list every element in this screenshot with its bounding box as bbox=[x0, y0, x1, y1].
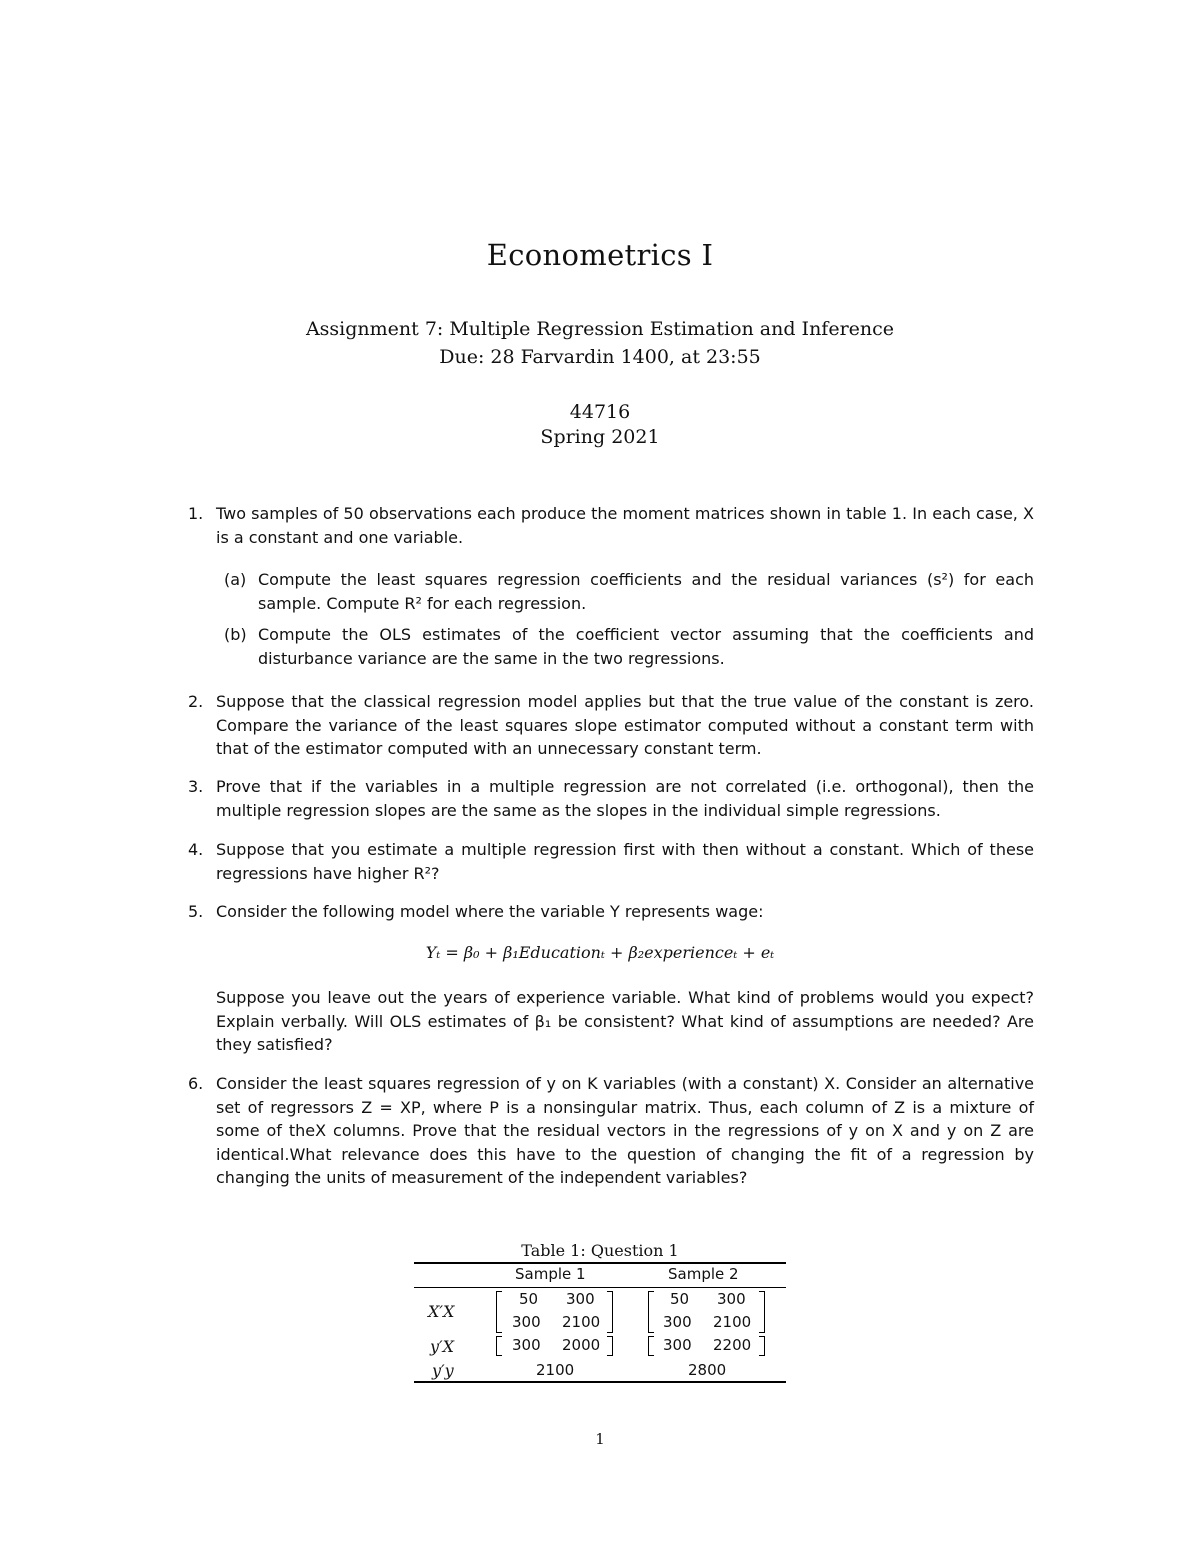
col-header-sample-1: Sample 1 bbox=[515, 1265, 586, 1283]
question-number: 6. bbox=[188, 1074, 204, 1093]
subquestion-b bbox=[216, 623, 1034, 670]
subquestion-label: (a) bbox=[224, 570, 247, 589]
s1-xx-12: 300 bbox=[566, 1290, 595, 1308]
subquestion-text: Compute the least squares regression coefficients and the residual variances (s²) for each sample. Compute R² for each regression. bbox=[258, 570, 1034, 613]
question-text: Two samples of 50 observations each produce the moment matrices shown in table 1. In each case, X is a constant and one variable. bbox=[216, 504, 1034, 547]
s1-yy: 2100 bbox=[536, 1361, 575, 1379]
question-number: 5. bbox=[188, 902, 204, 921]
row-label-xx: X′X bbox=[428, 1302, 455, 1321]
matrix-bracket-left bbox=[648, 1291, 654, 1333]
question-number: 1. bbox=[188, 504, 204, 523]
vector-bracket-left bbox=[496, 1336, 502, 1356]
s1-yx-2: 2000 bbox=[562, 1336, 601, 1354]
table-bottom-rule bbox=[414, 1381, 786, 1383]
question-2 bbox=[188, 690, 1034, 761]
col-header-sample-2: Sample 2 bbox=[668, 1265, 739, 1283]
course-code: 44716 bbox=[569, 401, 631, 423]
vector-bracket-right bbox=[759, 1336, 765, 1356]
due-date: Due: 28 Farvardin 1400, at 23:55 bbox=[439, 346, 761, 368]
table-caption: Table 1: Question 1 bbox=[521, 1241, 679, 1260]
question-5 bbox=[188, 900, 1034, 924]
table-header-rule bbox=[414, 1287, 786, 1288]
regression-equation: Yₜ = β₀ + β₁Educationₜ + β₂experienceₜ + eₜ bbox=[425, 943, 775, 962]
s2-xx-11: 50 bbox=[670, 1290, 690, 1308]
question-6 bbox=[188, 1072, 1034, 1190]
s2-yy: 2800 bbox=[688, 1361, 727, 1379]
question-4 bbox=[188, 838, 1034, 885]
assignment-title: Assignment 7: Multiple Regression Estimation and Inference bbox=[305, 318, 895, 340]
subquestion-label: (b) bbox=[224, 625, 247, 644]
question-1 bbox=[188, 502, 1034, 549]
page-number: 1 bbox=[595, 1430, 605, 1448]
question-text: Suppose that the classical regression model applies but that the true value of the constant is zero. Compare the variance of the least squares slope estimator computed without a constant term with that of the estimator computed with an unnecessary constant term. bbox=[216, 692, 1034, 758]
subquestion-text: Compute the OLS estimates of the coefficient vector assuming that the coefficients and disturbance variance are the same in the two regressions. bbox=[258, 625, 1034, 668]
matrix-bracket-left bbox=[496, 1291, 502, 1333]
row-label-yy: y′y bbox=[432, 1361, 454, 1380]
question-text: Suppose you leave out the years of experience variable. What kind of problems would you expect? Explain verbally. Will OLS estimates of β₁ be consistent? What kind of assumptions are needed? Are they satisfied? bbox=[216, 988, 1034, 1054]
term: Spring 2021 bbox=[540, 426, 660, 448]
s1-xx-21: 300 bbox=[512, 1313, 541, 1331]
question-text: Suppose that you estimate a multiple regression first with then without a constant. Which of these regressions have higher R²? bbox=[216, 840, 1034, 883]
question-text: Prove that if the variables in a multiple regression are not correlated (i.e. orthogonal), then the multiple regression slopes are the same as the slopes in the individual simple regressions. bbox=[216, 777, 1034, 820]
question-text: Consider the following model where the variable Y represents wage: bbox=[216, 902, 764, 921]
matrix-bracket-right bbox=[759, 1291, 765, 1333]
s2-yx-1: 300 bbox=[663, 1336, 692, 1354]
subquestion-a bbox=[216, 568, 1034, 615]
moment-matrix-table bbox=[414, 1262, 786, 1382]
table-top-rule bbox=[414, 1262, 786, 1264]
s2-xx-12: 300 bbox=[717, 1290, 746, 1308]
question-number: 3. bbox=[188, 777, 204, 796]
s2-xx-21: 300 bbox=[663, 1313, 692, 1331]
s2-xx-22: 2100 bbox=[713, 1313, 752, 1331]
document-title: Econometrics I bbox=[486, 238, 714, 272]
question-3 bbox=[188, 775, 1034, 822]
question-text: Consider the least squares regression of y on K variables (with a constant) X. Consider an alternative set of regressors Z = XP, where P is a nonsingular matrix. Thus, each column of Z is a mixture of some of theX columns. Prove that the residual vectors in the regressions of y on X and y on Z are identical.What relevance does this have to the question of changing the fit of a regression by changing the units of measurement of the independent variables? bbox=[216, 1074, 1034, 1187]
row-label-yx: y′X bbox=[430, 1337, 455, 1356]
question-number: 2. bbox=[188, 692, 204, 711]
question-number: 4. bbox=[188, 840, 204, 859]
s1-xx-11: 50 bbox=[519, 1290, 539, 1308]
s1-yx-1: 300 bbox=[512, 1336, 541, 1354]
s1-xx-22: 2100 bbox=[562, 1313, 601, 1331]
matrix-bracket-right bbox=[607, 1291, 613, 1333]
question-5-followup bbox=[188, 986, 1034, 1057]
s2-yx-2: 2200 bbox=[713, 1336, 752, 1354]
vector-bracket-left bbox=[648, 1336, 654, 1356]
vector-bracket-right bbox=[607, 1336, 613, 1356]
